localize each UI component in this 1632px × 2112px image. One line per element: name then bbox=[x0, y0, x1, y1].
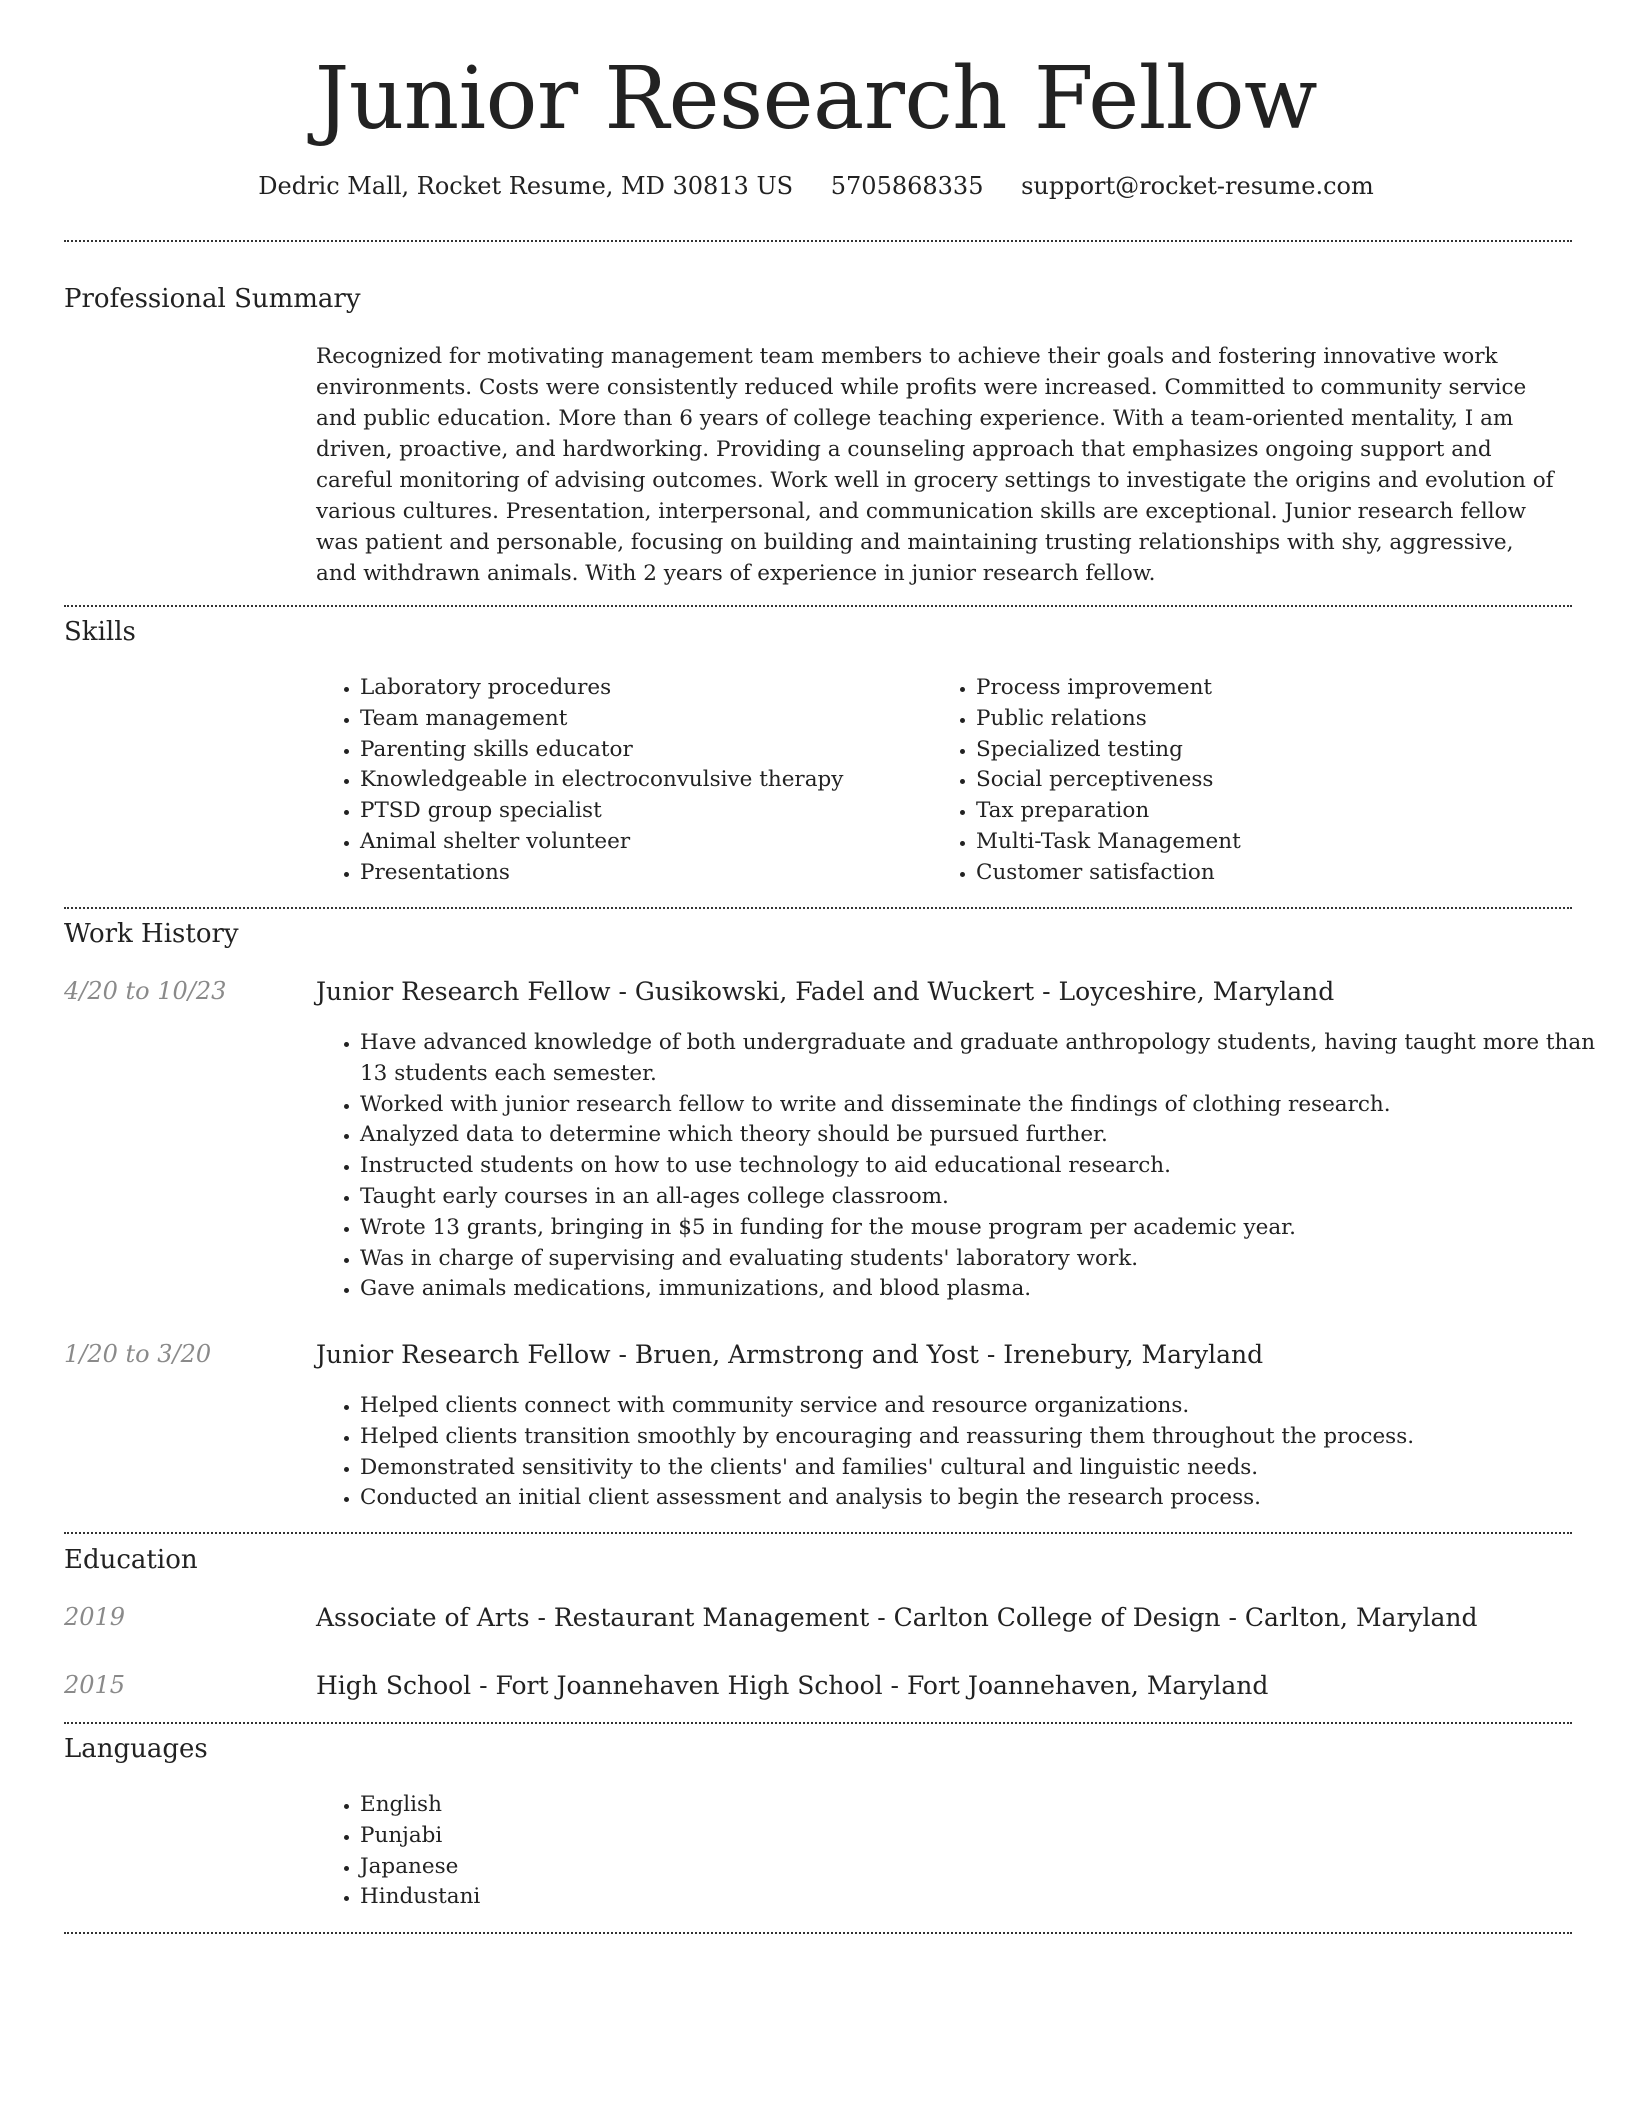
language-item: • English bbox=[360, 1790, 960, 1821]
skill-item: • Multi-Task Management bbox=[976, 827, 1576, 858]
education-heading: Associate of Arts - Restaurant Management - Carlton College of Design - Carlton, Maryland bbox=[316, 1603, 1478, 1632]
job-heading: Junior Research Fellow - Bruen, Armstrong and Yost - Irenebury, Maryland bbox=[316, 1340, 1264, 1369]
job-bullets bbox=[316, 1391, 1600, 1514]
contact-line bbox=[0, 172, 1632, 200]
section-title-education: Education bbox=[64, 1545, 198, 1575]
skill-item: • Process improvement bbox=[976, 673, 1576, 704]
skill-item: • Specialized testing bbox=[976, 735, 1576, 766]
language-item: • Hindustani bbox=[360, 1882, 960, 1913]
skill-item: • Presentations bbox=[360, 858, 930, 889]
divider bbox=[64, 240, 1572, 242]
contact-phone: 5705868335 bbox=[830, 172, 984, 200]
divider bbox=[64, 907, 1572, 909]
languages-list bbox=[316, 1790, 960, 1913]
skill-item: • Tax preparation bbox=[976, 796, 1576, 827]
language-item: • Japanese bbox=[360, 1852, 960, 1883]
language-item: • Punjabi bbox=[360, 1821, 960, 1852]
skill-item: • Social perceptiveness bbox=[976, 765, 1576, 796]
job-heading: Junior Research Fellow - Gusikowski, Fadel and Wuckert - Loyceshire, Maryland bbox=[316, 977, 1335, 1006]
divider bbox=[64, 605, 1572, 607]
divider bbox=[64, 1722, 1572, 1724]
education-year: 2015 bbox=[64, 1671, 126, 1699]
contact-email: support@rocket-resume.com bbox=[1021, 172, 1374, 200]
education-heading: High School - Fort Joannehaven High School - Fort Joannehaven, Maryland bbox=[316, 1671, 1269, 1700]
job-bullet: • Conducted an initial client assessment and analysis to begin the research process. bbox=[360, 1483, 1600, 1514]
section-title-summary: Professional Summary bbox=[64, 284, 361, 314]
job-bullet: • Helped clients connect with community service and resource organizations. bbox=[360, 1391, 1600, 1422]
section-title-skills: Skills bbox=[64, 617, 136, 647]
skill-item: • Knowledgeable in electroconvulsive therapy bbox=[360, 765, 930, 796]
summary-text: Recognized for motivating management team members to achieve their goals and fostering innovative work environments. Costs were consistently reduced while profits were increased. Committed to community service and public education. More than 6 years of college teaching experience. With a team-oriented mentality, I am driven, proactive, and hardworking. Providing a counseling approach that emphasizes ongoing support and careful monitoring of advising outcomes. Work well in grocery settings to investigate the origins and evolution of various cultures. Presentation, interpersonal, and communication skills are exceptional. Junior research fellow was patient and personable, focusing on building and maintaining trusting relationships with shy, aggressive, and withdrawn animals. With 2 years of experience in junior research fellow. bbox=[316, 344, 1554, 586]
divider bbox=[64, 1532, 1572, 1534]
job-bullets bbox=[316, 1028, 1600, 1305]
job-bullet: • Gave animals medications, immunizations, and blood plasma. bbox=[360, 1274, 1600, 1305]
job-bullet: • Have advanced knowledge of both undergraduate and graduate anthropology students, having taught more than 13 students each semester. bbox=[360, 1028, 1600, 1090]
resume-name: Junior Research Fellow bbox=[314, 49, 1318, 149]
job-bullet: • Worked with junior research fellow to write and disseminate the findings of clothing research. bbox=[360, 1090, 1600, 1121]
section-title-work: Work History bbox=[64, 919, 239, 949]
job-bullet: • Analyzed data to determine which theory should be pursued further. bbox=[360, 1120, 1600, 1151]
skills-list-right bbox=[932, 673, 1576, 889]
education-year: 2019 bbox=[64, 1603, 126, 1631]
job-bullet: • Helped clients transition smoothly by encouraging and reassuring them throughout the process. bbox=[360, 1422, 1600, 1453]
skill-item: • Laboratory procedures bbox=[360, 673, 930, 704]
skill-item: • Customer satisfaction bbox=[976, 858, 1576, 889]
skill-item: • Parenting skills educator bbox=[360, 735, 930, 766]
job-bullet: • Was in charge of supervising and evaluating students' laboratory work. bbox=[360, 1244, 1600, 1275]
contact-address: Dedric Mall, Rocket Resume, MD 30813 US bbox=[258, 172, 794, 200]
job-dates: 1/20 to 3/20 bbox=[64, 1340, 212, 1368]
skill-item: • Animal shelter volunteer bbox=[360, 827, 930, 858]
skills-list-left bbox=[316, 673, 930, 889]
job-bullet: • Instructed students on how to use technology to aid educational research. bbox=[360, 1151, 1600, 1182]
skill-item: • Public relations bbox=[976, 704, 1576, 735]
skill-item: • Team management bbox=[360, 704, 930, 735]
job-bullet: • Demonstrated sensitivity to the clients' and families' cultural and linguistic needs. bbox=[360, 1453, 1600, 1484]
section-title-languages: Languages bbox=[64, 1734, 208, 1764]
divider bbox=[64, 1932, 1572, 1934]
skill-item: • PTSD group specialist bbox=[360, 796, 930, 827]
job-bullet: • Taught early courses in an all-ages college classroom. bbox=[360, 1182, 1600, 1213]
job-bullet: • Wrote 13 grants, bringing in $5 in funding for the mouse program per academic year. bbox=[360, 1213, 1600, 1244]
job-dates: 4/20 to 10/23 bbox=[64, 977, 227, 1005]
